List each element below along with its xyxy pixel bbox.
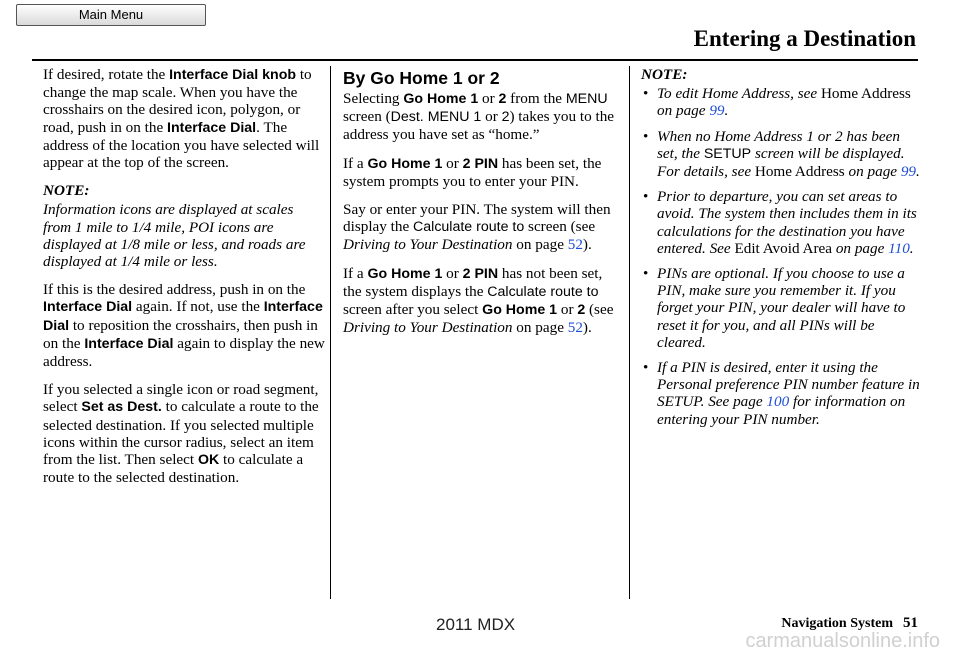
note-label: NOTE: bbox=[43, 182, 90, 200]
column-divider-1 bbox=[330, 66, 331, 599]
paragraph-set-as-dest: If you selected a single icon or road segment, select Set as Dest. to calculate a route to the selected destination. If you selected multiple icons within the cursor radius, select an item from the list. Then select OK to calculate a route to the selected destination. bbox=[43, 381, 319, 487]
column-1 bbox=[43, 66, 325, 497]
interface-dial-knob-term: Interface Dial knob bbox=[169, 67, 297, 83]
note-label: NOTE: bbox=[641, 66, 688, 83]
page-link-100[interactable]: 100 bbox=[766, 393, 790, 411]
column-divider-2 bbox=[629, 66, 630, 599]
title-divider bbox=[32, 59, 918, 61]
column-3 bbox=[641, 66, 923, 436]
model-label: 2011 MDX bbox=[436, 615, 516, 634]
list-item: • Prior to departure, you can set areas to avoid. The system then includes them in its calculations for the destination you have entered. See Edit Avoid Area on page 110. bbox=[641, 188, 923, 257]
watermark: carmanualsonline.info bbox=[745, 630, 940, 652]
ok-term: OK bbox=[197, 452, 220, 469]
page-number: 51 bbox=[903, 615, 918, 631]
paragraph-selecting-go-home: Selecting Go Home 1 or 2 from the MENU screen (Dest. MENU 1 or 2) takes you to the address you have set as “home.” bbox=[343, 90, 615, 144]
paragraph-pin-not-set: If a Go Home 1 or 2 PIN has not been set, the system displays the Calculate route to screen after you select Go Home 1 or 2 (see Driving to Your Destination on page 52). bbox=[343, 264, 614, 337]
set-as-dest-term: Set as Dest. bbox=[81, 399, 162, 416]
note-icons-scales: Information icons are displayed at scales from 1 mile to 1/4 mile, POI icons are displayed at 1/8 mile or less, and roads are displayed at 1/4 mile or less. bbox=[43, 201, 306, 271]
interface-dial-term: Interface Dial bbox=[167, 119, 257, 136]
list-item: • To edit Home Address, see Home Address on page 99. bbox=[641, 85, 923, 119]
page-link-110[interactable]: 110 bbox=[888, 239, 910, 257]
list-item: • PINs are optional. If you choose to use a PIN, make sure you remember it. If you forget your PIN, your dealer will have to reset it for you, and all PINs will be cleared. bbox=[641, 265, 923, 351]
main-menu-button[interactable]: Main Menu bbox=[16, 4, 206, 26]
interface-dial-term: Interface Dial bbox=[43, 299, 133, 316]
page-link-99[interactable]: 99 bbox=[900, 163, 917, 181]
section-name: Navigation System bbox=[781, 616, 893, 631]
list-item: • When no Home Address 1 or 2 has been set, the SETUP screen will be displayed. For details, see Home Address on page 99. bbox=[641, 128, 923, 181]
page-title: Entering a Destination bbox=[693, 26, 916, 51]
list-item: • If a PIN is desired, enter it using the Personal preference PIN number feature in SETUP. See page 100 for information on entering your PIN number. bbox=[641, 359, 923, 428]
paragraph-enter-pin: Say or enter your PIN. The system will then display the Calculate route to screen (see Driving to Your Destination on page 52). bbox=[343, 201, 611, 254]
interface-dial-term: Interface Dial bbox=[43, 299, 323, 334]
column-2 bbox=[343, 66, 620, 347]
paragraph-map-scale: If desired, rotate the Interface Dial knob to change the map scale. When you have the crosshairs on the desired icon, polygon, or road, push in on the Interface Dial. The address of the location you have selected will appear at the top of the screen. bbox=[43, 66, 320, 172]
note-list bbox=[641, 85, 923, 428]
paragraph-desired-address: If this is the desired address, push in on the Interface Dial again. If not, use the Interface Dial to reposition the crosshairs, then push in on the Interface Dial again to display the new address. bbox=[43, 281, 325, 371]
page-link-52[interactable]: 52 bbox=[567, 319, 583, 337]
interface-dial-term: Interface Dial bbox=[84, 335, 174, 352]
page-link-99[interactable]: 99 bbox=[709, 102, 725, 120]
page-link-52[interactable]: 52 bbox=[567, 236, 583, 254]
paragraph-pin-set: If a Go Home 1 or 2 PIN has been set, the system prompts you to enter your PIN. bbox=[343, 154, 602, 190]
section-heading-go-home: By Go Home 1 or 2 bbox=[343, 68, 500, 88]
